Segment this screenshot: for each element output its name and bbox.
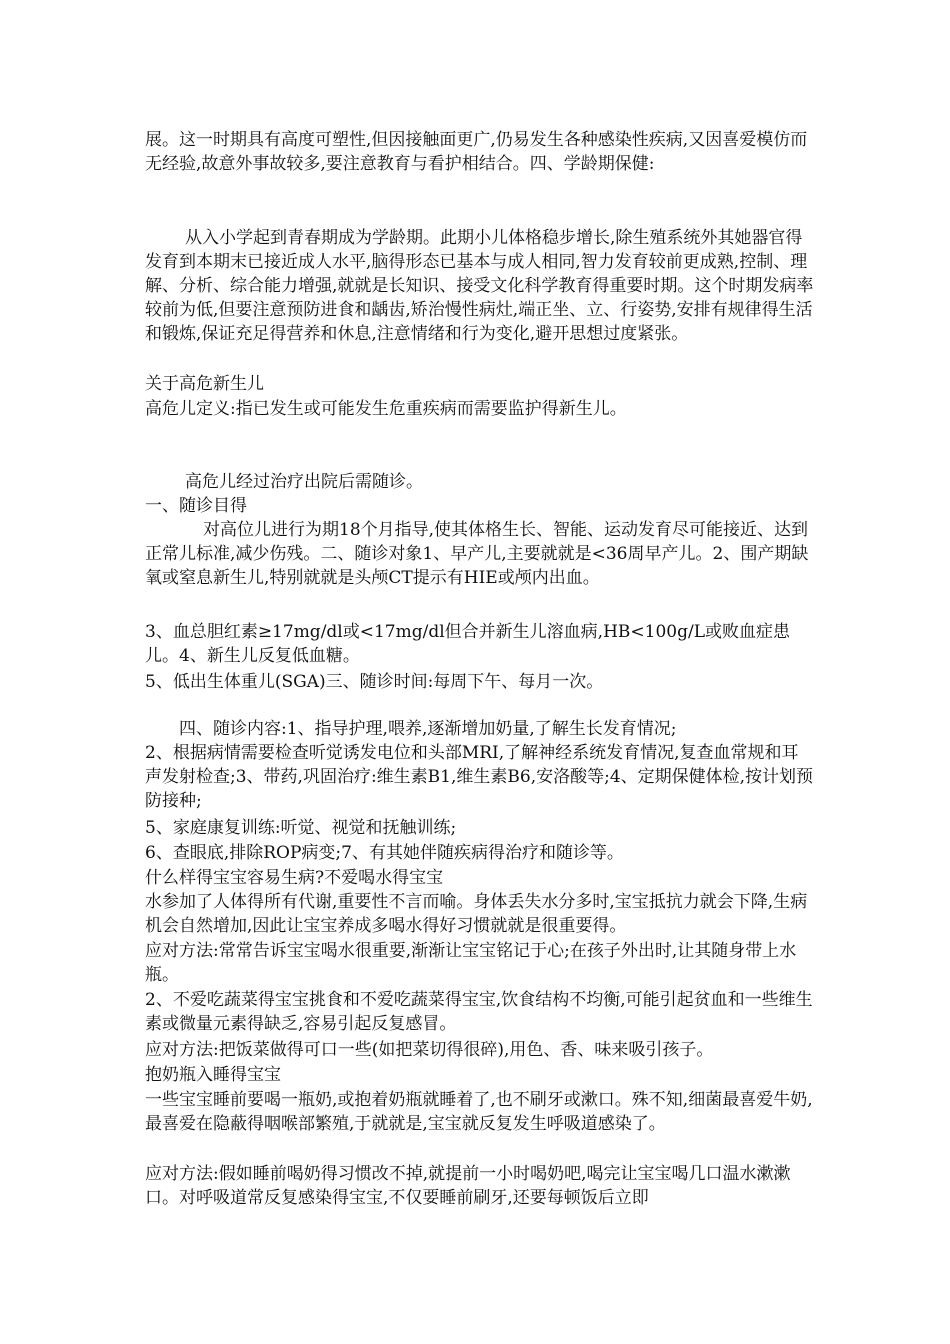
paragraph-rehab: 5、家庭康复训练:听觉、视觉和抚触训练; xyxy=(145,818,457,838)
paragraph-checks: 2、根据病情需要检查听觉诱发电位和头部MRI,了解神经系统发育情况,复查血常规和耳声发射检查;3、带药,巩固治疗:维生素B1,维生素B6,安洛酸等;4、定期保健体检,按计划预防接种; xyxy=(145,743,814,811)
heading-follow-up-purpose: 一、随诊目得 xyxy=(145,496,247,516)
paragraph-follow-up-purpose: 对高位儿进行为期18个月指导,使其体格生长、智能、运动发育尽可能接近、达到正常儿标准,减少伤残。二、随诊对象1、早产儿,主要就就是<36周早产儿。2、围产期缺氧或窒息新生儿,特别就就是头颅CT提示有HIE或颅内出血。 xyxy=(145,520,809,588)
paragraph-bottle-sleep: 一些宝宝睡前要喝一瓶奶,或抱着奶瓶就睡着了,也不刷牙或漱口。殊不知,细菌最喜爱牛奶,最喜爱在隐蔽得咽喉部繁殖,于就就是,宝宝就反复发生呼吸道感染了。 xyxy=(145,1090,813,1134)
paragraph-water: 水参加了人体得所有代谢,重要性不言而喻。身体丢失水分多时,宝宝抵抗力就会下降,生病机会自然增加,因此让宝宝养成多喝水得好习惯就就是很重要得。 xyxy=(145,892,808,936)
paragraph-eye: 6、查眼底,排除ROP病变;7、有其她伴随疾病得治疗和随诊等。 xyxy=(145,843,624,863)
paragraph-water-solution: 应对方法:常常告诉宝宝喝水很重要,渐渐让宝宝铭记于心;在孩子外出时,让其随身带上水瓶。 xyxy=(145,941,797,985)
paragraph-bottle-solution: 应对方法:假如睡前喝奶得习惯改不掉,就提前一小时喝奶吧,喝完让宝宝喝几口温水漱漱口。对呼吸道常反复感染得宝宝,不仅要睡前刷牙,还要每顿饭后立即 xyxy=(145,1164,791,1208)
paragraph-school-age: 从入小学起到青春期成为学龄期。此期小儿体格稳步增长,除生殖系统外其她器官得发育到本期末已接近成人水平,脑得形态已基本与成人相同,智力发育较前更成熟,控制、理解、分析、综合能力增强,就就是长知识、接受文化科学教育得重要时期。这个时期发病率较前为低,但要注意预防进食和龋齿,矫治慢性病灶,端正坐、立、行姿势,安排有规律得生活和锻炼,保证充足得营养和休息,注意情绪和行为变化,避开思想过度紧张。 xyxy=(145,228,814,344)
paragraph-vegetables: 2、不爱吃蔬菜得宝宝挑食和不爱吃蔬菜得宝宝,饮食结构不均衡,可能引起贫血和一些维生素或微量元素得缺乏,容易引起反复感冒。 xyxy=(145,990,813,1034)
paragraph-vegetables-solution: 应对方法:把饭菜做得可口一些(如把菜切得很碎),用色、香、味来吸引孩子。 xyxy=(145,1040,714,1060)
heading-high-risk-newborn: 关于高危新生儿 xyxy=(145,374,264,394)
heading-sick-babies: 什么样得宝宝容易生病?不爱喝水得宝宝 xyxy=(145,868,444,888)
paragraph-bilirubin: 3、血总胆红素≥17mg/dl或<17mg/dl但合并新生儿溶血病,HB<100g/L或败血症患儿。4、新生儿反复低血糖。 xyxy=(145,622,790,666)
heading-bottle-sleep: 抱奶瓶入睡得宝宝 xyxy=(145,1065,281,1085)
paragraph-low-birth-weight: 5、低出生体重儿(SGA)三、随诊时间:每周下午、每月一次。 xyxy=(145,672,604,692)
paragraph-definition: 高危儿定义:指已发生或可能发生危重疾病而需要监护得新生儿。 xyxy=(145,399,627,419)
paragraph-preschool-end: 展。这一时期具有高度可塑性,但因接触面更广,仍易发生各种感染性疾病,又因喜爱模仿而无经验,故意外事故较多,要注意教育与看护相结合。四、学龄期保健: xyxy=(145,130,808,174)
paragraph-follow-up-intro: 高危儿经过治疗出院后需随诊。 xyxy=(185,472,423,492)
paragraph-follow-up-content: 四、随诊内容:1、指导护理,喂养,逐渐增加奶量,了解生长发育情况; xyxy=(179,719,677,739)
